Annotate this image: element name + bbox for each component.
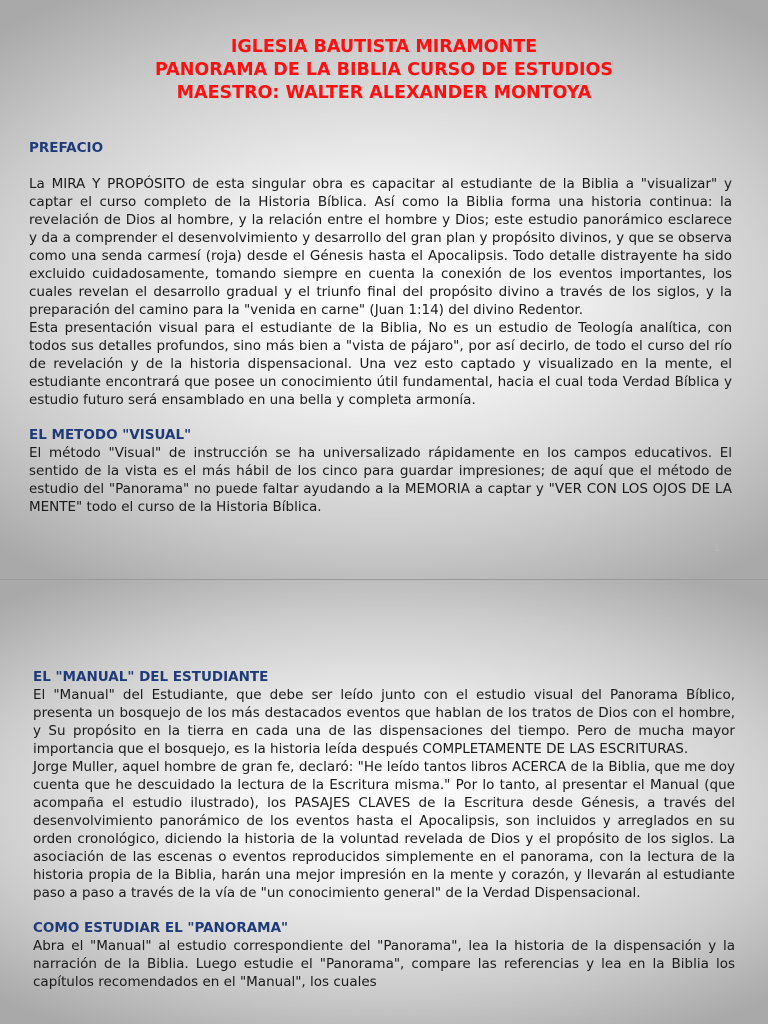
title-course: PANORAMA DE LA BIBLIA CURSO DE ESTUDIOS bbox=[154, 60, 614, 80]
title-teacher: MAESTRO: WALTER ALEXANDER MONTOYA bbox=[176, 83, 592, 103]
heading-metodo-visual: EL METODO "VISUAL" bbox=[29, 427, 192, 443]
page-number: 1 bbox=[714, 544, 720, 554]
paragraph-manual-1: El "Manual" del Estudiante, que debe ser leído junto con el estudio visual del Panorama Bíblico, presenta un bosquejo de los más destacados eventos que hablan de los tratos de Dios con el hombre, y Su propósito en la tierra en cada una de las dispensaciones del tiempo. Pero de mucha mayor importancia que el bosquejo, es la historia leída después COMPLETAMENTE DE LAS ESCRITURAS. bbox=[33, 687, 735, 757]
heading-manual-estudiante: EL "MANUAL" DEL ESTUDIANTE bbox=[33, 669, 269, 685]
paragraph-prefacio-1: La MIRA Y PROPÓSITO de esta singular obra es capacitar al estudiante de la Biblia a "visualizar" y captar el curso completo de la Historia Bíblica. Así como la Biblia forma una historia continua: la revelación de Dios al hombre, y la relación entre el hombre y Dios; este estudio panorámico esclarece y da a comprender el desenvolvimiento y desarrollo del gran plan y propósito divinos, y que se observa como una senda carmesí (roja) desde el Génesis hasta el Apocalipsis. Todo detalle distrayente ha sido excluido cuidadosamente, tomando siempre en cuenta la conexión de los eventos importantes, los cuales revelan el desarrollo gradual y el triunfo final del propósito divino a través de los siglos, y la preparación del camino para la "venida en carne" (Juan 1:14) del divino Redentor. bbox=[29, 176, 732, 318]
paragraph-metodo-visual: El método "Visual" de instrucción se ha universalizado rápidamente en los campos educativos. El sentido de la vista es el más hábil de los cinco para guardar impresiones; de aquí que el método de estudio del "Panorama" no puede faltar ayudando a la MEMORIA a captar y "VER CON LOS OJOS DE LA MENTE" todo el curso de la Historia Bíblica. bbox=[29, 445, 732, 515]
heading-prefacio: PREFACIO bbox=[29, 140, 104, 156]
slide-page-2 bbox=[0, 580, 768, 1024]
paragraph-como-estudiar: Abra el "Manual" al estudio correspondiente del "Panorama", lea la historia de la dispensación y la narración de la Biblia. Luego estudie el "Panorama", compare las referencias y lea en la Biblia los capítulos recomendados en el "Manual", los cuales bbox=[33, 938, 735, 990]
slide1-body bbox=[29, 139, 732, 516]
paragraph-prefacio-2: Esta presentación visual para el estudiante de la Biblia, No es un estudio de Teología analítica, con todos sus detalles profundos, sino más bien a "vista de pájaro", por así decirlo, de todo el curso del río de revelación y de la historia dispensacional. Una vez esto captado y visualizado en la mente, el estudiante encontrará que posee un conocimiento útil fundamental, hacia el cual toda Verdad Bíblica y estudio futuro será ensamblado en una bella y completa armonía. bbox=[29, 320, 732, 408]
document-title bbox=[0, 36, 768, 105]
title-church: IGLESIA BAUTISTA MIRAMONTE bbox=[230, 37, 538, 57]
paragraph-manual-2: Jorge Muller, aquel hombre de gran fe, declaró: "He leído tantos libros ACERCA de la Biblia, que me doy cuenta que he descuidado la lectura de la Escritura misma." Por lo tanto, al presentar el Manual (que acompaña el estudio ilustrado), los PASAJES CLAVES de la Escritura desde Génesis, a través del desenvolvimiento panorámico de los eventos hasta el Apocalipsis, son incluidos y arreglados en su orden cronológico, diciendo la historia de la voluntad revelada de Dios y el propósito de los siglos. La asociación de las escenas o eventos reproducidos simplemente en el panorama, con la lectura de la historia propia de la Biblia, harán una mejor impresión en la mente y corazón, y llevarán al estudiante paso a paso a través de la vía de "un conocimiento general" de la Verdad Dispensacional. bbox=[33, 759, 735, 901]
slide2-body bbox=[33, 668, 735, 991]
heading-como-estudiar: COMO ESTUDIAR EL "PANORAMA" bbox=[33, 920, 289, 936]
